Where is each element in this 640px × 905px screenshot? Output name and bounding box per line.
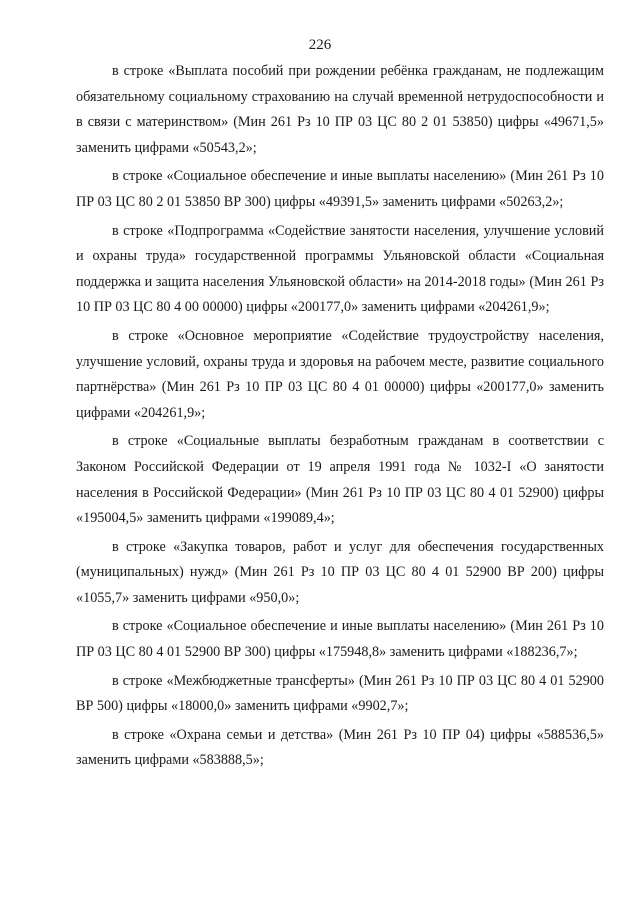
paragraph-2: в строке «Социальное обеспечение и иные выплаты населению» (Мин 261 Рз 10 ПР 03 ЦС 80 2 01 53850 ВР 300) цифры «49391,5» заменить цифрами «50263,2»;	[76, 168, 604, 210]
document-body	[76, 59, 604, 777]
page-number: 226	[308, 37, 332, 53]
paragraph-7: в строке «Социальное обеспечение и иные выплаты населению» (Мин 261 Рз 10 ПР 03 ЦС 80 4 01 52900 ВР 300) цифры «175948,8» заменить цифрами «188236,7»;	[76, 618, 604, 661]
paragraph-6: в строке «Закупка товаров, работ и услуг для обеспечения государственных (муниципальных) нужд» (Мин 261 Рз 10 ПР 03 ЦС 80 4 01 52900 ВР 200) цифры «1055,7» заменить цифрами «950,0»;	[76, 538, 604, 606]
paragraph-3: в строке «Подпрограмма «Содействие занятости населения, улучшение условий и охраны труда» государственной программы Ульяновской области «Социальная поддержка и защита населения Ульяновской области» на 2014-2018 годы» (Мин 261 Рз 10 ПР 03 ЦС 80 4 00 00000) цифры «200177,0» заменить цифрами «204261,9»;	[76, 222, 604, 316]
paragraph-1: в строке «Выплата пособий при рождении ребёнка гражданам, не подлежащим обязательному социальному страхованию на случай временной нетрудоспособности и в связи с материнством» (Мин 261 Рз 10 ПР 03 ЦС 80 2 01 53850) цифры «49671,5» заменить цифрами «50543,2»;	[76, 63, 604, 156]
paragraph-5: в строке «Социальные выплаты безработным гражданам в соответствии с Законом Российской Федерации от 19 апреля 1991 года № 1032-I «О занятости населения в Российской Федерации» (Мин 261 Рз 10 ПР 03 ЦС 80 4 01 52900) цифры «195004,5» заменить цифрами «199089,4»;	[76, 433, 604, 527]
paragraph-9: в строке «Охрана семьи и детства» (Мин 261 Рз 10 ПР 04) цифры «588536,5» заменить цифрами «583888,5»;	[76, 726, 604, 769]
paragraph-8: в строке «Межбюджетные трансферты» (Мин 261 Рз 10 ПР 03 ЦС 80 4 01 52900 ВР 500) цифры «18000,0» заменить цифрами «9902,7»;	[76, 672, 604, 715]
paragraph-4: в строке «Основное мероприятие «Содействие трудоустройству населения, улучшение условий, охраны труда и здоровья на рабочем месте, развитие социального партнёрства» (Мин 261 Рз 10 ПР 03 ЦС 80 4 01 00000) цифры «200177,0» заменить цифрами «204261,9»;	[76, 327, 604, 421]
